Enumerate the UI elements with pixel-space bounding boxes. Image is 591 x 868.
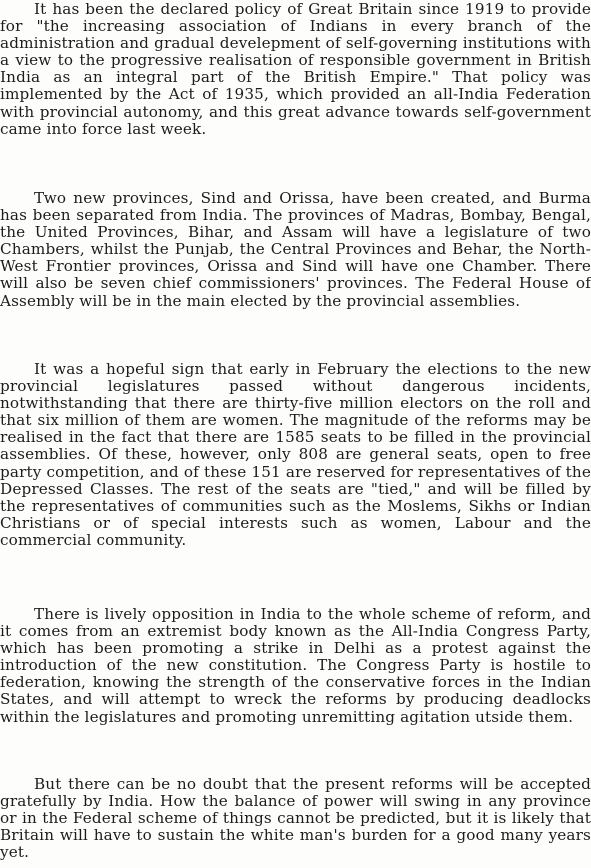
paragraph-elections: It was a hopeful sign that early in February the elections to the new provincial legislatures passed without dangerous incidents, notwithstanding that there are thirty-five million electors on the roll and that six million of them are women. The magnitude of the reforms may be realised in the fact that there are 1585 seats to be filled in the provincial assemblies. Of these, however, only 808 are general seats, open to free party competition, and of these 151 are reserved for representatives of the Depressed Classes. The rest of the seats are "tied," and will be filled by the representatives of communities such as the Moslems, Sikhs or Indian Christians or of special interests such as women, Labour and the commercial community. bbox=[0, 360, 591, 549]
paragraph-new-provinces: Two new provinces, Sind and Orissa, have been created, and Burma has been separated from India. The provinces of Madras, Bombay, Bengal, the United Provinces, Bihar, and Assam will have a legislature of two Chambers, whilst the Punjab, the Central Provinces and Behar, the North-West Frontier provinces, Orissa and Sind will have one Chamber. There will also be seven chief commissioners' provinces. The Federal House of Assembly will be in the main elected by the provincial assemblies. bbox=[0, 189, 591, 310]
paragraph-opposition: There is lively opposition in India to the whole scheme of reform, and it comes from an extremist body known as the All-India Congress Party, which has been promoting a strike in Delhi as a protest against the introduction of the new constitution. The Congress Party is hostile to federation, knowing the strength of the conservative forces in the Indian States, and will attempt to wreck the reforms by producing deadlocks within the legislatures and promoting unremitting agitation utside them. bbox=[0, 605, 591, 726]
paragraph-declared-policy: It has been the declared policy of Great Britain since 1919 to provide for "the increasing association of Indians in every branch of the administration and gradual develepment of self-governing institutions with a view to the progressive realisation of responsible government in British India as an integral part of the British Empire." That policy was implemented by the Act of 1935, which provided an all-India Federation with provincial autonomy, and this great advance towards self-government came into force last week. bbox=[0, 0, 591, 138]
paragraph-conclusion: But there can be no doubt that the present reforms will be accepted gratefully by India. How the balance of power will swing in any province or in the Federal scheme of things cannot be predicted, but it is likely that Britain will have to sustain the white man's burden for a good many years yet. bbox=[0, 775, 591, 862]
